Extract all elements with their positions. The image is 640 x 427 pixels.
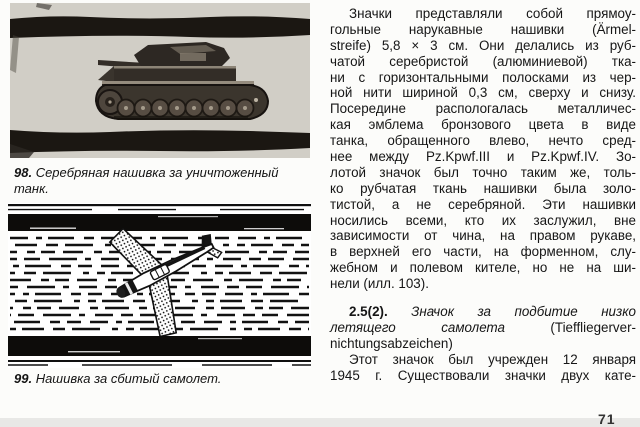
text-line: лотой значок был точно таким же, толь- — [330, 164, 636, 180]
plane-patch-drawing — [8, 203, 311, 368]
text-line: тистой, а не серебряной. Эти нашивки — [330, 196, 636, 212]
text-segment: 2.5(2). — [349, 304, 412, 320]
text-segment: летящего самолета — [330, 319, 551, 335]
idler-dot — [108, 100, 111, 103]
border-line-bottom — [8, 360, 311, 362]
stripe-speck — [244, 228, 284, 229]
text-line: ни с горизонтальными полосками из чер- — [330, 69, 636, 85]
caption-figure-98 — [14, 165, 299, 197]
page-number: 71 — [598, 411, 616, 427]
text-line: чатой серебристой (алюминиевой) тка- — [330, 53, 636, 69]
track-shadow — [114, 116, 248, 120]
text-segment: Значок за подбитие низко — [411, 304, 636, 320]
text-line — [330, 320, 636, 336]
text-line: нее между Pz.Kpwf.III и Pz.Kpwf.IV. Зо- — [330, 149, 636, 165]
figure-plane-patch — [8, 203, 311, 368]
tank-patch-photo — [10, 3, 310, 158]
hull-highlight — [114, 66, 236, 69]
text-line: streife) 5,8 × 3 см. Они делались из руб- — [330, 37, 636, 53]
text-line — [330, 304, 636, 320]
black-stripe-bottom — [8, 336, 311, 356]
track-highlight-dot — [254, 98, 258, 102]
text-line: Этот значок был учрежден 12 января — [349, 351, 636, 367]
caption-number: 98. — [14, 165, 33, 180]
caption-figure-99 — [14, 371, 299, 387]
paragraph-badge-history — [330, 352, 636, 384]
turret-hatch — [180, 53, 206, 61]
caption-number: 99. — [14, 371, 33, 386]
text-line: 1945 г. Существовали значки двух кате- — [330, 367, 636, 383]
text-line: гольные нарукавные нашивки (Ärmel- — [330, 21, 636, 37]
paragraph-badge-description — [330, 6, 636, 292]
black-stripe-bottom — [10, 130, 310, 153]
text-line: Значки представляли собой прямоу- — [349, 6, 636, 21]
text-line: кая эмблема бронзового цвета в виде — [330, 117, 636, 133]
section-heading-2-5-2 — [330, 304, 636, 352]
text-line: зависимости от чина, на правом рукаве, — [330, 228, 636, 244]
caption-text: Серебряная нашивка за уничтоженный танк. — [14, 165, 279, 196]
text-line: ко рубчатая ткань нашивки была золо- — [330, 180, 636, 196]
text-line: в верхней его части, на форменном, слу- — [330, 244, 636, 260]
text-segment: nichtungsabzeichen) — [330, 335, 453, 351]
text-line: Посередине распологалась металличес- — [330, 101, 636, 117]
text-line: танка, обращенного влево, нечто сред- — [330, 133, 636, 149]
text-line: носились всеми, кто их заслужил, вне — [330, 212, 636, 228]
text-line — [330, 336, 636, 352]
stripe-speck — [198, 338, 242, 339]
border-line-top — [8, 204, 311, 206]
article-text-column — [330, 6, 636, 383]
stripe-speck — [30, 228, 76, 229]
text-line: жебном и полевом кителе, но не на ши- — [330, 260, 636, 276]
text-line: нели (илл. 103). — [330, 276, 429, 292]
stripe-speck — [158, 216, 218, 217]
fender — [102, 81, 254, 84]
text-segment: (Tieffliegerver- — [550, 319, 636, 335]
figure-tank-patch — [10, 3, 310, 158]
text-line: ной нити шириной 0,3 см, сверху и снизу. — [330, 85, 636, 101]
caption-text: Нашивка за сбитый самолет. — [32, 371, 222, 386]
black-stripe-top — [10, 16, 310, 38]
stripe-speck — [68, 351, 120, 352]
